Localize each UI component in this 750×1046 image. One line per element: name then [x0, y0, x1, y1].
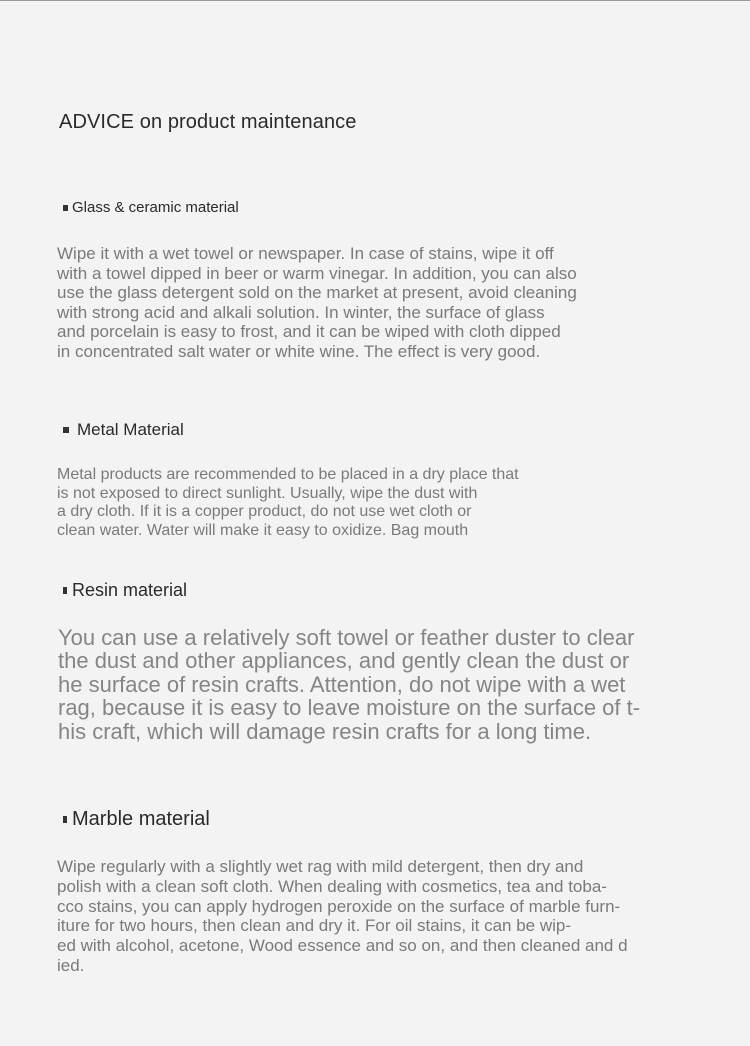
- page-title: ADVICE on product maintenance: [59, 111, 357, 133]
- section-heading-label: Marble material: [72, 808, 210, 830]
- square-bullet-icon: [63, 427, 69, 433]
- section-heading-resin: [63, 580, 187, 601]
- square-bullet-icon: [63, 205, 68, 211]
- section-heading-label: Metal Material: [77, 420, 184, 439]
- square-bullet-icon: [63, 816, 67, 823]
- section-body-marble: Wipe regularly with a slightly wet rag with mild detergent, then dry and polish with a clean soft cloth. When dealing with cosmetics, tea and toba- cco stains, you can apply hydrogen peroxide on the surface of marble furn- iture for two hours, then clean and dry it. For oil stains, it can be wip- ed with alcohol, acetone, Wood essence and so on, and then cleaned and d ied.: [57, 857, 628, 975]
- section-heading-marble: [63, 808, 210, 831]
- section-heading-label: Resin material: [72, 580, 188, 600]
- section-body-resin: You can use a relatively soft towel or feather duster to clear the dust and other appliances, and gently clean the dust or he surface of resin crafts. Attention, do not wipe with a wet rag, because it is easy to leave moisture on the surface of t- his craft, which will damage resin crafts for a long time.: [58, 625, 641, 744]
- section-heading-metal: [63, 420, 184, 440]
- section-body-metal: Metal products are recommended to be placed in a dry place that is not exposed to direct sunlight. Usually, wipe the dust with a dry cloth. If it is a copper product, do not use wet cloth or clean water. Water will make it easy to oxidize. Bag mouth: [57, 466, 519, 539]
- section-body-glass: Wipe it with a wet towel or newspaper. In case of stains, wipe it off with a towel dipped in beer or warm vinegar. In addition, you can also use the glass detergent sold on the market at present, avoid cleaning with strong acid and alkali solution. In winter, the surface of glass and porcelain is easy to frost, and it can be wiped with cloth dipped in concentrated salt water or white wine. The effect is very good.: [57, 244, 577, 361]
- square-bullet-icon: [63, 587, 67, 594]
- section-heading-glass: [63, 199, 239, 216]
- section-heading-label: Glass & ceramic material: [72, 199, 239, 216]
